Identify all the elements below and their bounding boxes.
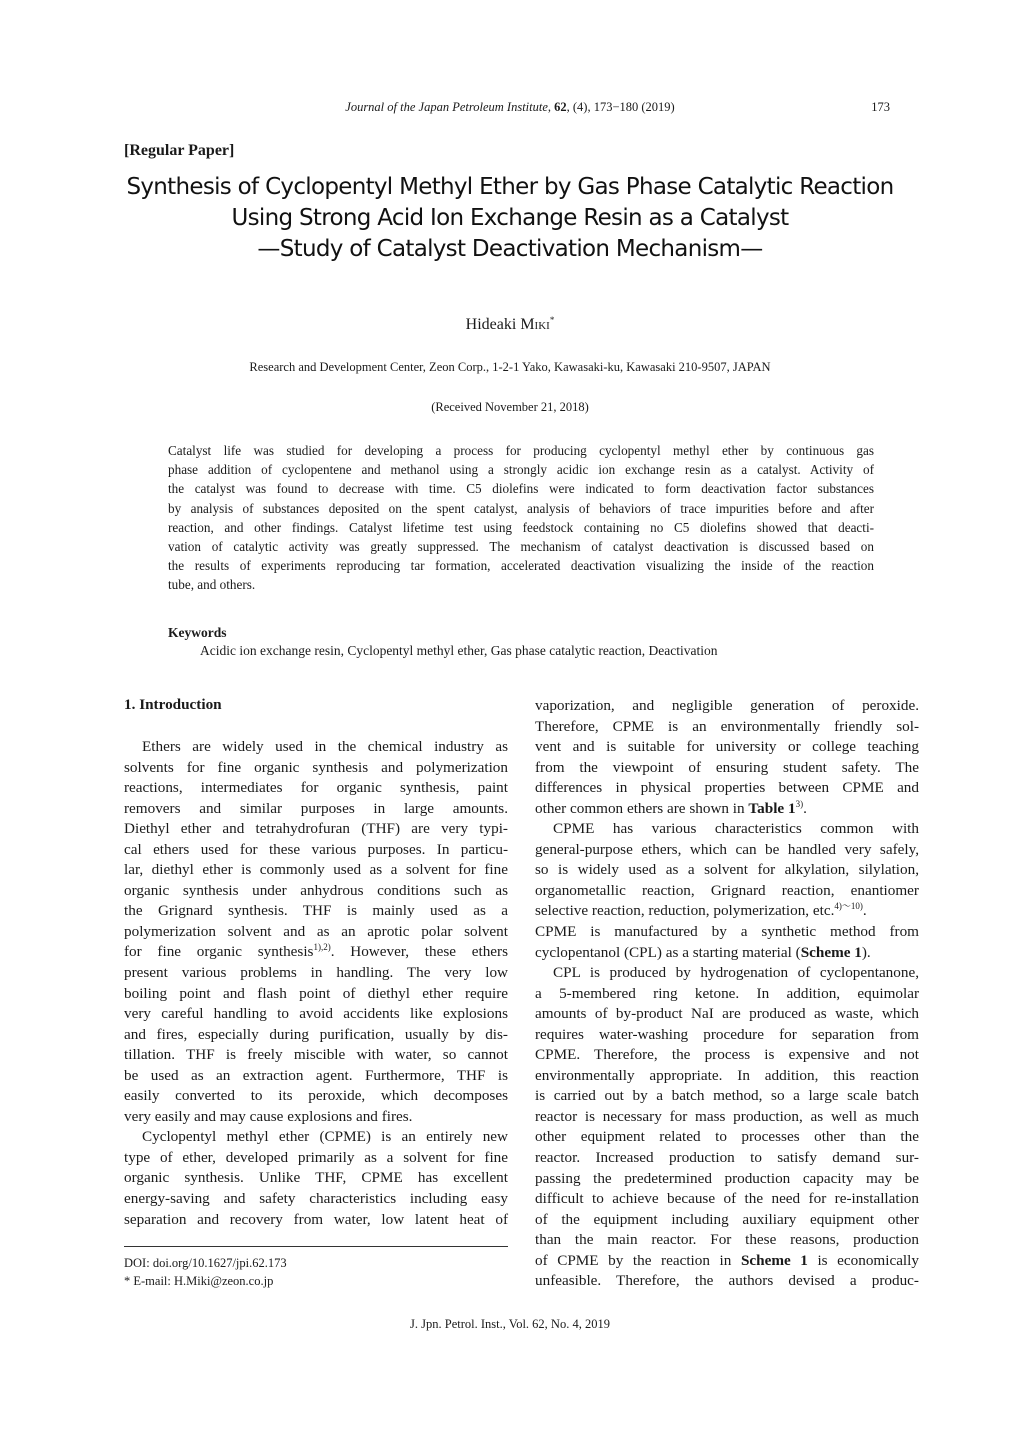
abstract-line: the results of experiments reproducing tar formation, accelerated deactivation visualizing the inside of the reaction xyxy=(168,558,874,574)
abstract-line: phase addition of cyclopentene and methanol using a strongly acidic ion exchange resin as a catalyst. Activity of xyxy=(168,462,874,478)
citation-ref: 4)～10) xyxy=(834,901,863,912)
body-line: requires water-washing procedure for separation from xyxy=(535,1025,919,1043)
body-text: other common ethers are shown in xyxy=(535,799,749,817)
body-line: Ethers are widely used in the chemical industry as xyxy=(142,738,508,755)
body-line: CPME. Therefore, the process is expensive and not xyxy=(535,1046,919,1064)
body-line: environmentally appropriate. In addition, this reaction xyxy=(535,1066,919,1084)
abstract-line: by analysis of substances deposited on the spent catalyst, analysis of behaviors of trace impurities before and after xyxy=(168,500,874,516)
body-line: from the viewpoint of ensuring student safety. The xyxy=(535,758,919,776)
body-line: amounts of by-product NaI are produced as waste, which xyxy=(535,1005,919,1023)
body-line: CPME is manufactured by a synthetic method from xyxy=(535,923,919,941)
running-footer: J. Jpn. Petrol. Inst., Vol. 62, No. 4, 2019 xyxy=(410,1317,610,1331)
body-right-column xyxy=(535,696,919,1292)
footnote-divider xyxy=(124,1246,508,1247)
body-line: vaporization, and negligible generation of peroxide. xyxy=(535,697,919,714)
title-line-1: Synthesis of Cyclopentyl Methyl Ether by Gas Phase Catalytic Reaction xyxy=(126,174,894,200)
body-line xyxy=(535,1251,919,1272)
keywords-label: Keywords xyxy=(168,625,227,640)
body-text: ). xyxy=(861,943,871,961)
body-text: is economically xyxy=(807,1251,919,1269)
body-text: cyclopentanol (CPL) as a starting material ( xyxy=(535,943,801,961)
body-text: selective reaction, reduction, polymerization, etc. xyxy=(535,902,835,920)
body-line: reactions, intermediates for organic synthesis, paint xyxy=(124,779,508,797)
body-line: very easily and may cause explosions and fires. xyxy=(124,1107,413,1125)
body-line: very careful handling to avoid accidents like explosions xyxy=(124,1005,508,1023)
running-header xyxy=(0,100,1020,120)
abstract-line: the catalyst was found to decrease with time. C5 diolefins were indicated to form deactivation factor substances xyxy=(168,481,874,497)
abstract-line: reaction, and other findings. Catalyst lifetime test using feedstock containing no C5 diolefins showed that deacti- xyxy=(168,519,874,535)
section-heading-introduction: 1. Introduction xyxy=(124,696,222,713)
body-text: . xyxy=(803,799,807,817)
body-line: be used as an extraction agent. Furthermore, THF is xyxy=(124,1066,508,1084)
body-line: unfeasible. Therefore, the authors devised a produc- xyxy=(535,1272,919,1290)
body-line: lar, diethyl ether is commonly used as a solvent for fine xyxy=(124,861,508,879)
author-email: E-mail: H.Miki@zeon.co.jp xyxy=(133,1274,274,1288)
paper-title xyxy=(0,172,1020,265)
body-line: vent and is suitable for university or college teaching xyxy=(535,738,919,756)
footnote-asterisk: * xyxy=(124,1274,131,1288)
body-line: Cyclopentyl methyl ether (CPME) is an entirely new xyxy=(142,1128,508,1146)
body-line: removers and similar purposes in large amounts. xyxy=(124,799,508,817)
body-line: difficult to achieve because of the need for re-installation xyxy=(535,1190,919,1208)
title-line-2: Using Strong Acid Ion Exchange Resin as a Catalyst xyxy=(231,205,789,231)
body-text: for fine organic synthesis xyxy=(124,943,314,961)
body-line: present various problems in handling. The very low xyxy=(124,964,508,982)
body-line: Diethyl ether and tetrahydrofuran (THF) are very typi- xyxy=(124,820,508,838)
abstract-line: tube, and others. xyxy=(168,577,256,593)
body-line: is carried out by a batch method, so a large scale batch xyxy=(535,1087,919,1105)
journal-name: Journal of the Japan Petroleum Institute xyxy=(345,100,548,114)
journal-issue-pages: (4), 173−180 (2019) xyxy=(572,100,675,114)
scheme-ref: Scheme 1 xyxy=(800,943,862,961)
body-line xyxy=(535,943,919,964)
body-line: cal ethers used for these various purposes. In particu- xyxy=(124,840,508,858)
journal-citation: Journal of the Japan Petroleum Institute, 62, (4), 173−180 (2019) xyxy=(345,100,675,114)
body-line xyxy=(535,901,919,922)
body-line: CPME has various characteristics common with xyxy=(553,820,919,838)
body-line: than the main reactor. For these reasons, production xyxy=(535,1231,919,1249)
body-line: passing the predetermined production capacity may be xyxy=(535,1169,919,1187)
citation-ref: 1),2) xyxy=(313,942,331,953)
body-line: so is widely used as a solvent for alkylation, silylation, xyxy=(535,861,919,879)
body-line: energy-saving and safety characteristics including easy xyxy=(124,1190,508,1208)
title-line-3: —Study of Catalyst Deactivation Mechanism— xyxy=(257,236,763,262)
table-ref: Table 1 xyxy=(748,799,796,817)
journal-volume: 62 xyxy=(554,100,567,114)
body-line: of the equipment including auxiliary equipment other xyxy=(535,1210,919,1228)
body-line: reactor is necessary for mass production, as well as much xyxy=(535,1107,919,1125)
body-line: organic synthesis under anhydrous conditions such as xyxy=(124,881,508,899)
body-line: a 5-membered ring ketone. In addition, equimolar xyxy=(535,984,919,1002)
received-date: (Received November 21, 2018) xyxy=(431,400,589,414)
body-line: solvents for fine organic synthesis and polymerization xyxy=(124,758,508,776)
body-line: differences in physical properties between CPME and xyxy=(535,779,919,797)
abstract-line: Catalyst life was studied for developing a process for producing cyclopentyl methyl ether by continuous gas xyxy=(168,443,874,458)
body-line: reactor. Increased production to satisfy demand sur- xyxy=(535,1149,919,1167)
body-line: organometallic reaction, Grignard reaction, enantiomer xyxy=(535,881,919,899)
body-line: the Grignard synthesis. THF is mainly used as a xyxy=(124,902,508,920)
body-line: general-purpose ethers, which can be handled very safely, xyxy=(535,840,919,858)
keywords-text: Acidic ion exchange resin, Cyclopentyl methyl ether, Gas phase catalytic reaction, Deactivation xyxy=(200,643,718,658)
body-line: type of ether, developed primarily as a solvent for fine xyxy=(124,1148,508,1166)
body-text: . However, these ethers xyxy=(330,943,508,961)
body-line xyxy=(535,799,919,820)
body-line: Therefore, CPME is an environmentally friendly sol- xyxy=(535,717,919,735)
scheme-ref: Scheme 1 xyxy=(740,1251,808,1269)
body-left-column xyxy=(124,737,508,1230)
author-asterisk: * xyxy=(549,315,555,325)
author-name xyxy=(0,316,1020,334)
body-line: separation and recovery from water, low latent heat of xyxy=(124,1210,508,1228)
body-line: easily converted to its peroxide, which decomposes xyxy=(124,1087,508,1105)
body-text: . xyxy=(862,902,867,920)
abstract-line: vation of catalytic activity was greatly suppressed. The mechanism of catalyst deactivation is discussed based on xyxy=(168,538,874,554)
body-line xyxy=(124,942,508,963)
abstract xyxy=(168,441,874,595)
page-number: 173 xyxy=(871,100,890,114)
author-affiliation: Research and Development Center, Zeon Corp., 1-2-1 Yako, Kawasaki-ku, Kawasaki 210-9507, JAPAN xyxy=(249,360,771,374)
email-footnote xyxy=(124,1274,273,1289)
article-type-label: [Regular Paper] xyxy=(124,142,235,159)
citation-ref: 3) xyxy=(795,798,804,809)
body-line: boiling point and flash point of diethyl ether require xyxy=(124,984,508,1002)
doi-footnote: DOI: doi.org/10.1627/jpi.62.173 xyxy=(124,1256,287,1270)
body-text: of CPME by the reaction in xyxy=(535,1251,741,1269)
body-line: polymerization solvent and as an aprotic polar solvent xyxy=(124,922,508,940)
author-given-name: Hideaki xyxy=(465,316,517,333)
body-line: other equipment related to processes other than the xyxy=(535,1128,919,1146)
body-line: organic synthesis. Unlike THF, CPME has excellent xyxy=(124,1169,508,1187)
body-line: CPL is produced by hydrogenation of cyclopentanone, xyxy=(553,964,919,982)
body-line: tillation. THF is freely miscible with water, so cannot xyxy=(124,1046,508,1064)
author-family-name: Miki xyxy=(520,316,550,333)
body-line: and fires, especially during purification, usually by dis- xyxy=(124,1025,508,1043)
